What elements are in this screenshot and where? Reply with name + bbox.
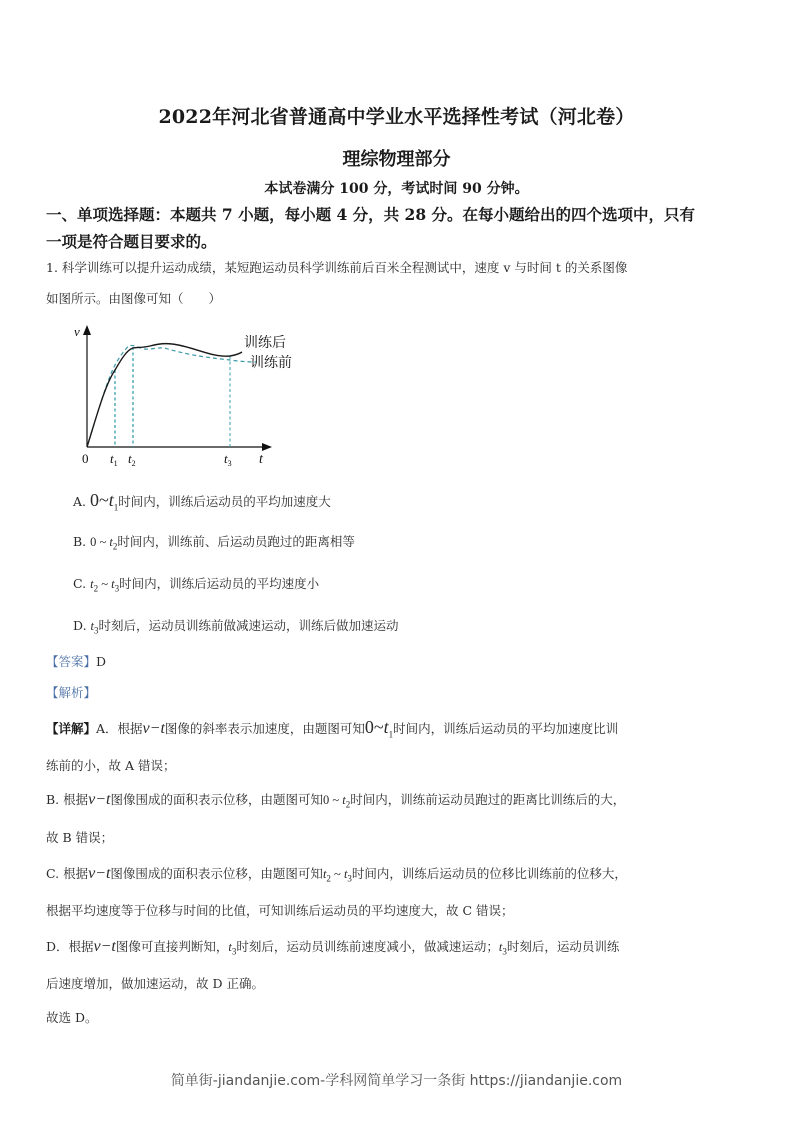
option-a-range: $0\sim t_1$ [90,490,119,513]
detail-label: 【详解】 [46,721,97,736]
analysis-d-pre: D．根据 [46,939,94,954]
legend-after-training: 训练后 [244,335,286,351]
y-axis-arrow-icon [83,325,91,335]
option-d-label: D. [73,618,87,633]
question-stem-text: 科学训练可以提升运动成绩，某短跑运动员科学训练前后百米全程测试中，速度 v 与时间 t 的关系图像 [61,260,628,275]
footer-watermark: 简单街-jiandanjie.com-学科网简单学习一条街 https://jiandanjie.com [170,1073,623,1089]
x-axis-label: t [259,452,263,467]
vt-graph-svg [72,320,312,470]
page-subtitle: 理综物理部分 [342,149,451,170]
answer-line [46,652,106,670]
after-training-curve [87,344,242,447]
analysis-a-line1 [46,717,618,740]
option-a-text: 时间内，训练后运动员的平均加速度大 [118,494,331,509]
analysis-b-line1 [46,790,625,810]
analysis-b-range: 0 ~ $t_2$ [323,793,351,810]
analysis-c-mid: 图像围成的面积表示位移，由题图可知 [110,866,323,881]
vt-symbol: v−t [142,720,165,737]
vt-symbol: v−t [88,791,111,808]
analysis-c-range: $t_2$ ~ $t_3$ [322,867,352,884]
t1-tick-label: $t_1$ [110,451,118,468]
section-heading-line2: 一项是符合题目要求的。 [46,232,217,251]
analysis-b-pre: B. 根据 [46,792,89,807]
option-b-text: 时间内，训练前、后运动员跑过的距离相等 [117,534,355,549]
analysis-d-line2: 后速度增加，做加速运动，故 D 正确。 [46,976,264,991]
analysis-b-post: 时间内，训练前运动员跑过的距离比训练后的大， [350,792,626,807]
analysis-a-post: 时间内，训练后运动员的平均加速度比训 [393,721,619,736]
question-number: 1. [46,260,58,275]
legend-before-training: 训练前 [250,355,292,371]
answer-value: D [96,654,107,669]
option-a-label: A. [73,494,87,509]
analysis-d-post: 时刻后，运动员训练 [506,939,620,954]
vt-symbol: v−t [93,938,116,955]
vt-graph-figure [72,320,312,470]
question-stem-line1 [46,258,627,276]
t2-tick-label: $t_2$ [128,451,136,468]
analysis-label: 【解析】 [46,685,97,700]
before-training-curve [87,345,257,447]
answer-label: 【答案】 [46,654,97,669]
page-title: 2022年河北省普通高中学业水平选择性考试（河北卷） [158,106,635,128]
analysis-a-pre: A．根据 [96,721,143,736]
option-d-range: $t_3$ [90,619,99,636]
analysis-d-t3-a: $t_3$ [228,940,237,957]
analysis-a-range: $0\sim t_1$ [364,717,394,740]
option-d[interactable] [73,616,399,636]
t3-tick-label: $t_3$ [224,451,232,468]
option-b-range: 0 ~ $t_2$ [90,535,118,552]
analysis-a-mid: 图像的斜率表示加速度，由题图可知 [164,721,365,736]
analysis-d-mid2: 时刻后，运动员训练前速度减小，做减速运动； [236,939,499,954]
analysis-c-pre: C. 根据 [46,866,89,881]
option-b-label: B. [73,534,87,549]
option-a[interactable] [73,490,331,513]
option-c-range: $t_2$ ~ $t_3$ [90,577,120,594]
analysis-d-t3-b: $t_3$ [498,940,507,957]
section-heading-line1: 一、单项选择题：本题共 7 小题，每小题 4 分，共 28 分。在每小题给出的四个选项中，只有 [46,205,696,224]
x-axis-arrow-icon [262,443,272,451]
exam-meta: 本试卷满分 100 分，考试时间 90 分钟。 [264,181,529,197]
analysis-a-line2: 练前的小，故 A 错误； [46,758,176,773]
option-d-text: 时刻后，运动员训练前做减速运动，训练后做加速运动 [98,618,399,633]
y-axis-label: v [74,324,80,339]
analysis-d-mid: 图像可直接判断知， [115,939,229,954]
question-stem-line2: 如图所示。由图像可知（ ） [46,291,222,306]
analysis-label-line [46,683,96,701]
analysis-c-post: 时间内，训练后运动员的位移比训练前的位移大， [351,866,627,881]
analysis-conclusion: 故选 D。 [46,1010,98,1025]
analysis-c-line1 [46,864,627,884]
option-c[interactable] [73,574,319,594]
analysis-c-line2: 根据平均速度等于位移与时间的比值，可知训练后运动员的平均速度大，故 C 错误； [46,903,514,918]
analysis-d-line1 [46,937,619,957]
analysis-b-mid: 图像围成的面积表示位移，由题图可知 [110,792,323,807]
analysis-b-line2: 故 B 错误； [46,830,114,845]
option-c-text: 时间内，训练后运动员的平均速度小 [119,576,320,591]
option-b[interactable] [73,532,355,552]
origin-label: 0 [82,451,89,466]
vt-symbol: v−t [88,865,111,882]
option-c-label: C. [73,576,87,591]
